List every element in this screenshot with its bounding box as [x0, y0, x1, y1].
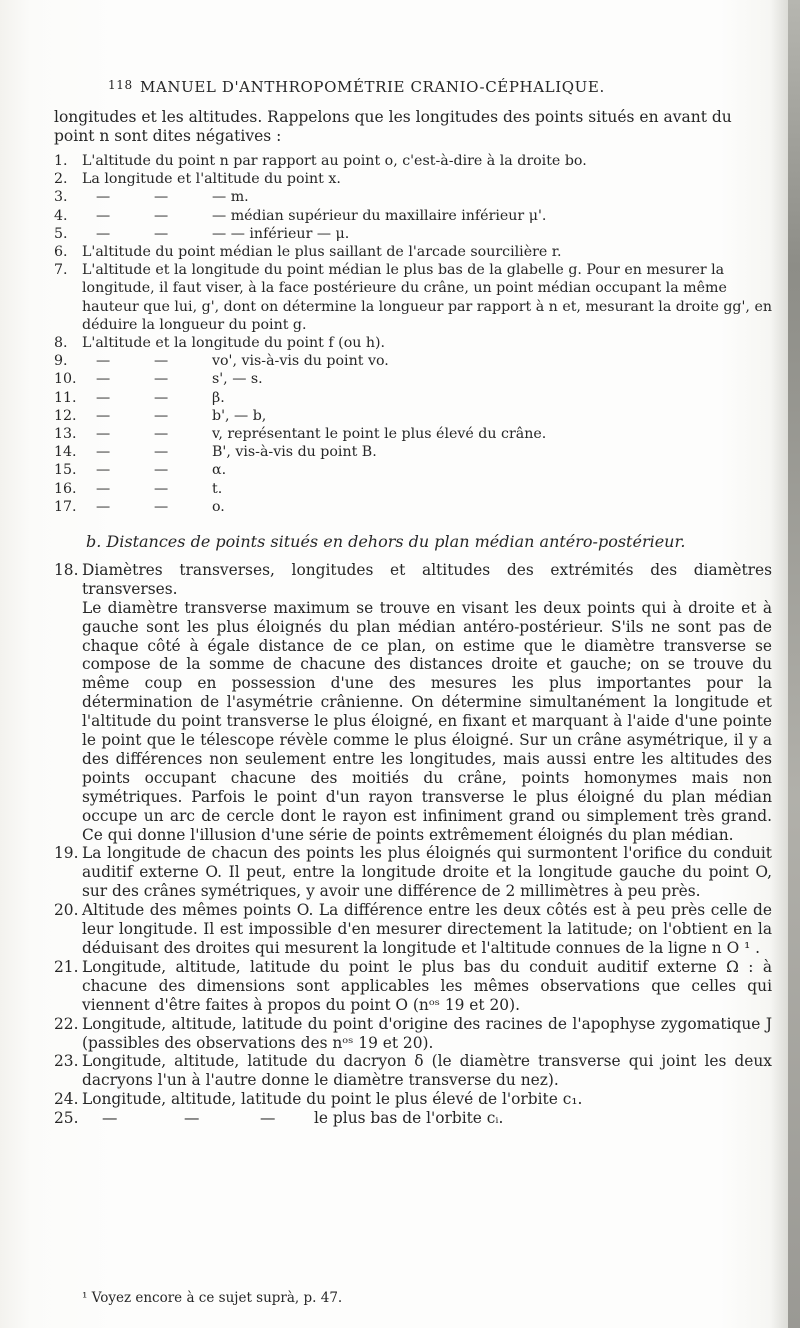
list-item	[54, 352, 772, 370]
ditto-cell: —	[154, 189, 169, 206]
ditto-cell: —	[96, 353, 111, 370]
page-edge-shadow	[788, 0, 800, 1328]
list-lateral-points	[54, 561, 772, 1128]
ditto-cell: —	[154, 462, 169, 479]
item-number: 14.	[54, 444, 77, 461]
list-item	[54, 561, 772, 845]
item-paragraph: Longitude, altitude, latitude du point d'origine des racines de l'apophyse zygomatique J (passibles des observations des nᵒˢ 19 et 20).	[82, 1014, 772, 1052]
item-number: 15.	[54, 462, 77, 479]
list-item	[54, 188, 772, 206]
ditto-cell: α.	[212, 462, 227, 479]
item-number: 6.	[54, 243, 68, 260]
ditto-cell: —	[96, 462, 111, 479]
ditto-cell: —	[154, 371, 169, 388]
item-number: 12.	[54, 407, 77, 424]
ditto-cell: — médian supérieur du maxillaire inférieur μ'.	[212, 207, 547, 224]
list-item	[54, 901, 772, 958]
ditto-cell: —	[154, 389, 169, 406]
item-number: 24.	[54, 1090, 79, 1109]
list-item	[54, 425, 772, 443]
list-item	[54, 443, 772, 461]
ditto-cell: —	[96, 389, 111, 406]
running-header	[108, 78, 728, 100]
list-item	[54, 958, 772, 1015]
ditto-cell: —	[154, 425, 169, 442]
item-number: 3.	[54, 189, 68, 206]
list-item	[54, 370, 772, 388]
item-text: La longitude et l'altitude du point x.	[82, 171, 341, 188]
ditto-cell: —	[184, 1109, 200, 1128]
item-number: 7.	[54, 262, 68, 279]
item-paragraph: Longitude, altitude, latitude du point le plus bas du conduit auditif externe Ω : à chacune des dimensions sont applicables les mêmes observations que celles qui viennent d'être faites à propos du point O (nᵒˢ 19 et 20).	[82, 957, 772, 1014]
list-item	[54, 1052, 772, 1090]
list-item	[54, 1015, 772, 1053]
ditto-cell: — — inférieur — μ.	[212, 225, 350, 242]
ditto-cell: —	[154, 207, 169, 224]
item-number: 5.	[54, 225, 68, 242]
item-number: 4.	[54, 207, 68, 224]
list-item	[54, 461, 772, 479]
item-paragraph: Le diamètre transverse maximum se trouve en visant les deux points qui à droite et à gauche sont les plus éloignés du plan médian antéro-postérieur. S'ils ne sont pas de chaque côté à égale distance de ce plan, on estime que le diamètre transverse se compose de la somme de chacune des distances droite et gauche; on se trouve du même coup en possession d'une des mesures les plus importantes pour la détermination de l'asymétrie crânienne. On détermine simultanément la longitude et l'altitude du point transverse le plus éloigné, en fixant et marquant à l'aide d'une pointe le point que le télescope révèle comme le plus éloigné. Sur un crâne asymétrique, il y a des différences non seulement entre les longitudes, mais aussi entre les altitudes des points occupant chacune des moitiés du crâne, points homonymes mais non symétriques. Parfois le point d'un rayon transverse le plus éloigné du plan médian occupe un arc de cercle dont le rayon est infiniment grand ou simplement très grand. Ce qui donne l'illusion d'une série de points extrêmement éloignés du plan médian.	[82, 598, 772, 844]
list-item	[54, 261, 772, 334]
ditto-cell: —	[154, 444, 169, 461]
item-number: 20.	[54, 901, 79, 920]
item-number: 21.	[54, 957, 79, 976]
ditto-cell: —	[154, 225, 169, 242]
item-text: L'altitude du point médian le plus saillant de l'arcade sourcilière r.	[82, 243, 562, 260]
ditto-cell: —	[154, 480, 169, 497]
item-paragraph: Longitude, altitude, latitude du dacryon δ (le diamètre transverse qui joint les deux dacryons l'un à l'autre donne le diamètre transverse du nez).	[82, 1052, 772, 1090]
item-number: 11.	[54, 389, 77, 406]
ditto-cell: —	[102, 1109, 118, 1128]
ditto-cell: B', vis-à-vis du point B.	[212, 444, 377, 461]
list-item	[54, 152, 772, 170]
list-item	[54, 1090, 772, 1109]
item-text: L'altitude et la longitude du point médian le plus bas de la glabelle g. Pour en mesurer la longitude, il faut viser, à la face postérieure du crâne, un point médian occupant la même hauteur que lui, g', dont on détermine la longueur par rapport à n et, mesurant la droite gg', en déduire la longueur du point g.	[82, 262, 772, 333]
list-item	[54, 389, 772, 407]
ditto-cell: —	[96, 207, 111, 224]
item-number: 18.	[54, 560, 79, 579]
intro-paragraph: longitudes et les altitudes. Rappelons que les longitudes des points situés en avant du point n sont dites négatives :	[54, 108, 732, 145]
list-item	[54, 207, 772, 225]
section-b-title: b. Distances de points situés en dehors du plan médian antéro-postérieur.	[86, 531, 686, 551]
item-number: 22.	[54, 1014, 79, 1033]
item-number: 16.	[54, 480, 77, 497]
ditto-cell: s', — s.	[212, 371, 263, 388]
item-paragraph: Altitude des mêmes points O. La différence entre les deux côtés est à peu près celle de leur longitude. Il est impossible d'en mesurer directement la latitude; on l'obtient en la déduisant des droites qui mesurent la longitude et l'altitude connues de la ligne n O ¹ .	[82, 901, 772, 957]
ditto-cell: —	[154, 353, 169, 370]
ditto-cell: —	[96, 444, 111, 461]
item-text: L'altitude et la longitude du point f (ou h).	[82, 334, 386, 351]
ditto-cell: —	[96, 407, 111, 424]
item-number: 25.	[54, 1109, 79, 1128]
item-text: le plus bas de l'orbite cᵢ.	[314, 1109, 504, 1128]
item-number: 1.	[54, 153, 68, 169]
list-item	[54, 334, 772, 352]
ditto-cell: b', — b,	[212, 407, 267, 424]
page-number: 118	[108, 78, 133, 92]
item-number: 13.	[54, 425, 77, 442]
item-paragraph: Diamètres transverses, longitudes et altitudes des extrémités des diamètres transverses.	[82, 560, 772, 598]
item-number: 10.	[54, 371, 77, 388]
ditto-cell: —	[96, 498, 111, 515]
ditto-cell: v, représentant le point le plus élevé du crâne.	[212, 425, 547, 442]
item-paragraph: Longitude, altitude, latitude du point le plus élevé de l'orbite c₁.	[82, 1090, 583, 1109]
ditto-cell: —	[96, 189, 111, 206]
item-number: 17.	[54, 498, 77, 515]
list-item	[54, 480, 772, 498]
list-item	[54, 498, 772, 516]
item-number: 19.	[54, 844, 79, 863]
list-item	[54, 243, 772, 261]
ditto-cell: — m.	[212, 189, 249, 206]
list-item	[54, 407, 772, 425]
ditto-cell: —	[154, 407, 169, 424]
list-item	[54, 1109, 772, 1128]
item-number: 9.	[54, 353, 68, 370]
ditto-cell: —	[96, 425, 111, 442]
list-median-points	[54, 152, 772, 516]
item-number: 8.	[54, 334, 68, 351]
ditto-cell: —	[96, 480, 111, 497]
ditto-cell: —	[154, 498, 169, 515]
ditto-cell: —	[96, 225, 111, 242]
page-body	[54, 108, 772, 1128]
running-title: MANUEL D'ANTHROPOMÉTRIE CRANIO-CÉPHALIQUE.	[140, 78, 605, 96]
list-item	[54, 844, 772, 901]
item-text: L'altitude du point n par rapport au point o, c'est-à-dire à la droite bo.	[82, 153, 587, 169]
list-item	[54, 225, 772, 243]
footnote: ¹ Voyez encore à ce sujet suprà, p. 47.	[82, 1290, 343, 1306]
ditto-cell: —	[96, 371, 111, 388]
ditto-cell: t.	[212, 480, 223, 497]
ditto-cell: —	[260, 1109, 276, 1128]
item-number: 2.	[54, 171, 68, 188]
ditto-cell: o.	[212, 498, 225, 515]
item-paragraph: La longitude de chacun des points les plus éloignés qui surmontent l'orifice du conduit auditif externe O. Il peut, entre la longitude droite et la longitude gauche du point O, sur des crânes symétriques, y avoir une différence de 2 millimètres à peu près.	[82, 844, 772, 901]
list-item	[54, 170, 772, 188]
ditto-cell: vo', vis-à-vis du point vo.	[212, 353, 389, 370]
ditto-cell: β.	[212, 389, 225, 406]
item-number: 23.	[54, 1052, 79, 1071]
